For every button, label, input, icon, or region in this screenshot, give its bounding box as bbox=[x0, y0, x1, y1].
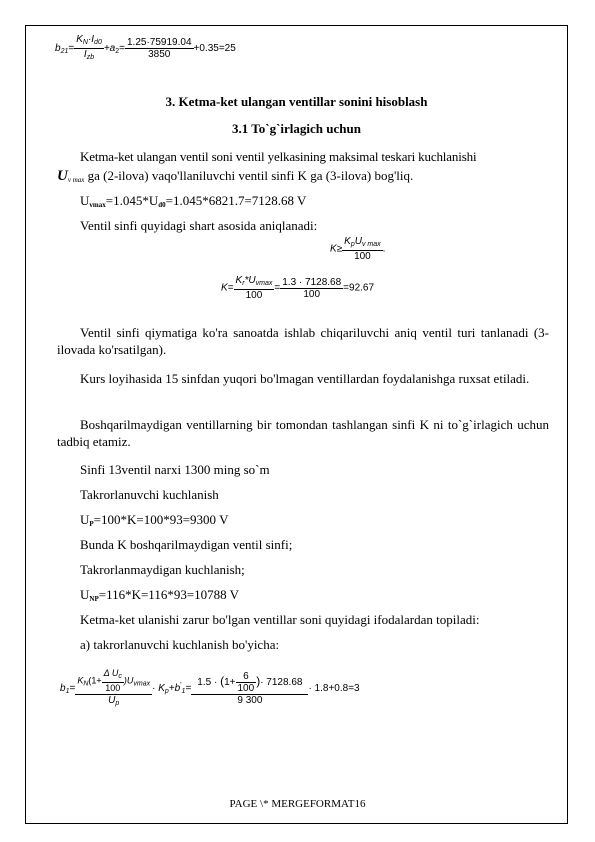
paragraph-3: Ventil sinfi qiymatiga ko'ra sanoatda ishlab chiqariluvchi aniq ventil turi tanlanadi (3-ilovada ko'rsatilgan). bbox=[57, 325, 549, 357]
condition-formula-num2: U bbox=[354, 236, 362, 247]
formula-b1 bbox=[60, 668, 360, 709]
k-formula bbox=[221, 275, 374, 301]
subsection-title: 3.1 To`g`irlagich uchun bbox=[232, 121, 361, 136]
unp-label: U bbox=[80, 587, 90, 602]
paragraph-9: Takrorlanmaydigan kuchlanish; bbox=[80, 562, 245, 577]
formula-b1-num2-inner-num: 6 bbox=[236, 671, 257, 683]
k-formula-num1: K bbox=[235, 275, 243, 286]
formula-b1-mid2-sup: ' bbox=[180, 681, 182, 689]
condition-formula-frac bbox=[342, 236, 382, 262]
formula-b1-num2-inner-frac bbox=[236, 671, 257, 694]
paragraph-5: Boshqarilmaydigan ventillarning bir tomondan tashlangan sinfi K ni to`g`irlagich uchun tadbiq etamiz. bbox=[57, 417, 549, 449]
formula-b21-eq2: = bbox=[119, 43, 125, 55]
formula-b1-num2-paren-close: ) bbox=[256, 674, 261, 689]
formula-b1-tail: · 1.8+0.8=3 bbox=[308, 683, 360, 695]
formula-b21-frac2 bbox=[125, 37, 194, 60]
u-vmax-symbol: U bbox=[57, 168, 68, 184]
condition-formula-dot: . bbox=[382, 243, 386, 255]
paragraph-1-line-2-text: ga (2-ilova) vaqo'llaniluvchi ventil sinfi K ga (3-ilova) bog'liq. bbox=[84, 168, 414, 183]
unp-equation bbox=[80, 587, 239, 603]
k-formula-num1-sub: r bbox=[242, 280, 245, 287]
k-formula-num2: 1.3 · 7128.68 bbox=[282, 276, 342, 288]
formula-b1-num2-paren-open: ( bbox=[220, 674, 225, 689]
formula-b1-den2: 9 300 bbox=[237, 695, 263, 706]
up-equation bbox=[80, 512, 228, 528]
formula-b1-den: U bbox=[108, 695, 116, 706]
k-formula-den2: 100 bbox=[303, 288, 321, 300]
up-label: U bbox=[80, 512, 90, 527]
formula-b1-mid2-sub: 1 bbox=[181, 688, 186, 696]
formula-b1-lhs-sub: 1 bbox=[65, 688, 70, 696]
section-title: 3. Ketma-ket ulangan ventillar sonini hisoblash bbox=[165, 94, 428, 109]
paragraph-10: Ketma-ket ulanishi zarur bo'lgan ventillar soni quyidagi ifodalardan topiladi: bbox=[80, 612, 480, 627]
k-formula-result: =92.67 bbox=[343, 282, 375, 294]
formula-b1-num-a: K bbox=[77, 675, 84, 686]
formula-b21-frac2-den: 3850 bbox=[148, 49, 171, 60]
k-formula-eq: = bbox=[274, 282, 281, 294]
formula-b21-frac1 bbox=[74, 34, 104, 63]
formula-b1-num2-c: · 7128.68 bbox=[260, 677, 303, 689]
formula-b1-eq2: = bbox=[185, 683, 192, 695]
formula-b21-frac1-den: I bbox=[83, 49, 87, 60]
paragraph-7: Takrorlanuvchi kuchlanish bbox=[80, 487, 219, 502]
page-footer: PAGE \* MERGEFORMAT16 bbox=[229, 798, 366, 810]
formula-b1-inner-num-sub: c bbox=[118, 673, 122, 680]
formula-b21-frac2-num: 1.25·75919.04 bbox=[127, 37, 192, 48]
umax-value: =1.045*6821.7=7128.68 V bbox=[165, 193, 307, 208]
formula-b1-inner-den: 100 bbox=[105, 683, 121, 693]
formula-b1-frac2 bbox=[191, 671, 308, 706]
formula-b1-den-sub: p bbox=[115, 700, 120, 707]
formula-b1-mid2: +b bbox=[168, 683, 181, 695]
up-value: =100*K=100*93=9300 V bbox=[93, 512, 229, 527]
k-formula-frac1 bbox=[234, 275, 275, 301]
formula-b1-mid: · K bbox=[152, 683, 165, 695]
formula-b21-frac1-num2: ·I bbox=[87, 34, 95, 45]
unp-sub: NP bbox=[89, 595, 99, 603]
formula-b21-frac1-num-sub: N bbox=[82, 39, 88, 46]
k-formula-num1b: *U bbox=[244, 275, 256, 286]
umax-mid: =1.045*U bbox=[105, 193, 159, 208]
condition-formula-num2-sub: v max bbox=[361, 241, 381, 248]
formula-b21-frac1-den-sub: zb bbox=[86, 54, 95, 61]
formula-b21-a-sub: 2 bbox=[115, 48, 120, 56]
k-formula-num1b-sub: vmax bbox=[255, 280, 273, 287]
up-sub: P bbox=[89, 520, 94, 528]
formula-b21-lhs-sub: 21 bbox=[60, 48, 69, 56]
paragraph-4: Kurs loyihasida 15 sinfdan yuqori bo'lmagan ventillardan foydalanishga ruxsat etiladi. bbox=[80, 371, 530, 386]
condition-formula-num-sub: p bbox=[350, 241, 355, 248]
formula-b21-frac1-num: K bbox=[76, 34, 83, 45]
condition-formula-lhs: K≥ bbox=[330, 243, 343, 255]
unp-value: =116*K=116*93=10788 V bbox=[98, 587, 240, 602]
paragraph-2: Ventil sinfi quyidagi shart asosida aniqlanadi: bbox=[80, 218, 318, 233]
paragraph-1-line-1: Ketma-ket ulangan ventil soni ventil yelkasining maksimal teskari kuchlanishi bbox=[80, 149, 477, 164]
condition-formula-num: K bbox=[344, 236, 351, 247]
paragraph-11: a) takrorlanuvchi kuchlanish bo'yicha: bbox=[80, 637, 280, 652]
formula-b1-num-c: )U bbox=[123, 675, 134, 686]
u-vmax-symbol-sub: v max bbox=[67, 176, 85, 184]
k-formula-lhs: K= bbox=[221, 282, 234, 294]
paragraph-1-line-2 bbox=[57, 168, 413, 185]
condition-formula-den: 100 bbox=[354, 251, 371, 262]
k-formula-den1: 100 bbox=[245, 290, 263, 301]
k-formula-frac2 bbox=[280, 277, 343, 300]
umax-sub2: d0 bbox=[158, 201, 166, 209]
formula-b21 bbox=[55, 34, 236, 63]
formula-b1-num-c-sub: vmax bbox=[133, 680, 151, 688]
formula-b1-lhs: b bbox=[60, 683, 66, 695]
formula-b1-mid-sub: p bbox=[164, 688, 169, 696]
umax-sub: vmax bbox=[89, 201, 106, 209]
formula-b1-num-a-sub: N bbox=[83, 680, 89, 688]
formula-b1-frac1 bbox=[75, 668, 152, 709]
formula-b1-num2-a: 1.5 · bbox=[197, 677, 221, 689]
formula-b1-eq: = bbox=[69, 683, 76, 695]
formula-b21-tail: +0.35=25 bbox=[193, 43, 236, 55]
umax-equation bbox=[80, 193, 306, 209]
formula-b1-num2-b: 1+ bbox=[224, 677, 236, 689]
condition-formula bbox=[330, 236, 385, 262]
formula-b21-eq: = bbox=[68, 43, 75, 55]
formula-b1-num-b: (1+ bbox=[88, 675, 102, 686]
formula-b1-inner-num: Δ U bbox=[103, 668, 119, 678]
formula-b1-num2-inner-den: 100 bbox=[237, 683, 255, 694]
formula-b1-inner-frac bbox=[102, 668, 124, 694]
formula-b21-lhs: b bbox=[55, 43, 61, 55]
paragraph-6: Sinfi 13ventil narxi 1300 ming so`m bbox=[80, 462, 270, 477]
formula-b21-frac1-num2-sub: d0 bbox=[94, 39, 102, 46]
paragraph-8: Bunda K boshqarilmaydigan ventil sinfi; bbox=[80, 537, 293, 552]
formula-b21-plus-a: +a bbox=[103, 43, 116, 55]
umax-label: U bbox=[80, 193, 90, 208]
